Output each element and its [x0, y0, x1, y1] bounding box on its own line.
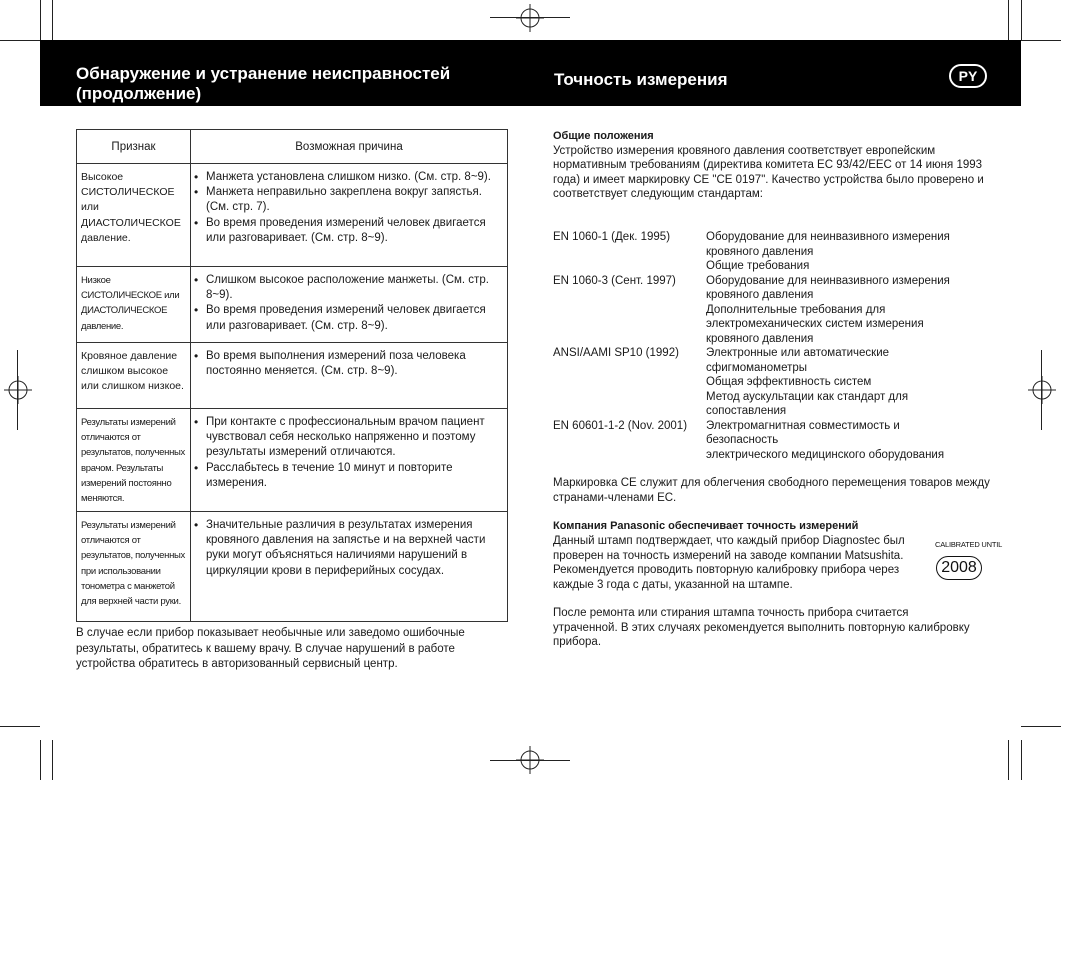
service-note: В случае если прибор показывает необычные или заведомо ошибочные результаты, обратитесь к вашему врачу. В случае нарушений в работе устройства обратитесь в авторизованный сервисный центр.: [76, 627, 465, 670]
table-row: [77, 164, 508, 267]
table-row: [77, 267, 508, 343]
crop-mark: [40, 740, 41, 780]
general-text: Устройство измерения кровяного давления соответствует европейским нормативным требованиям (директива комитета ЕС 93/42/EEC от 14 июня 1993 года) и имеет маркировку СЕ "CE 0197". Качество устройства было проверено и соответствует следующим стандартам:: [553, 144, 984, 200]
standards-list: [553, 230, 993, 462]
crop-mark: [0, 40, 40, 41]
standard-code: EN 1060-1 (Дек. 1995): [553, 231, 671, 243]
column-header-cause: Возможная причина: [191, 130, 508, 164]
cause-item: • Значительные различия в результатах измерения кровяного давления на запястье и на верхней части руки могут объясняться наличиями нарушений в циркуляции крови в периферийных сосудах.: [194, 518, 505, 579]
standard-row: [553, 346, 993, 419]
panasonic-heading: Компания Panasonic обеспечивает точность измерений: [553, 520, 859, 532]
crop-mark: [40, 0, 41, 40]
symptom-cell: Низкое СИСТОЛИЧЕСКОЕ или ДИАСТОЛИЧЕСКОЕ давление.: [81, 275, 180, 332]
stamp-caption: CALIBRATED UNTIL: [935, 540, 1003, 549]
language-badge: PY: [949, 64, 987, 88]
panasonic-section: [553, 519, 993, 534]
left-title-line2: (продолжение): [76, 84, 202, 103]
standard-code: EN 1060-3 (Сент. 1997): [553, 274, 676, 287]
troubleshooting-table: [76, 129, 508, 622]
crop-mark: [1021, 0, 1022, 40]
cause-item: • Слишком высокое расположение манжеты. (См. стр. 8~9).: [194, 273, 505, 303]
panasonic-text: Данный штамп подтверждает, что каждый прибор Diagnostec был проверен на точность измерений на заводе компании Matsushita. Рекомендуется проводить повторную калибровку прибора через каждые 3 года с даты, указанной на штампе.: [553, 535, 905, 591]
standard-description: Оборудование для неинвазивного измерения кровяного давления Общие требования: [706, 231, 950, 272]
standard-row: [553, 419, 993, 463]
crop-mark: [1008, 740, 1009, 780]
crop-mark: [1008, 0, 1009, 40]
cause-item: • Во время проведения измерений человек двигается или разговаривает. (См. стр. 8~9).: [194, 303, 505, 333]
table-row: [77, 512, 508, 622]
symptom-cell: Результаты измерений отличаются от результатов, полученных при использовании тонометра с манжетой для верхней части руки.: [81, 520, 185, 608]
cause-list: [191, 409, 507, 491]
column-header-symptom: Признак: [77, 130, 191, 164]
crop-mark: [1021, 40, 1061, 41]
general-heading: Общие положения: [553, 130, 654, 142]
registration-mark-icon: [4, 376, 32, 404]
standard-code: ANSI/AAMI SP10 (1992): [553, 347, 679, 359]
left-title-line1: Обнаружение и устранение неисправностей: [76, 64, 451, 83]
table-row: [77, 409, 508, 512]
cause-item: • Манжета установлена слишком низко. (См. стр. 8~9).: [194, 170, 505, 185]
crop-mark: [1021, 726, 1061, 727]
standard-description: Электромагнитная совместимость и безопасность электрического медицинского оборудования: [706, 419, 945, 461]
cause-item: • Во время выполнения измерений поза человека постоянно меняется. (См. стр. 8~9).: [194, 349, 505, 379]
symptom-cell: Кровяное давление слишком высокое или слишком низкое.: [81, 350, 184, 393]
right-page-title: Точность измерения: [554, 70, 728, 89]
cause-list: [191, 267, 507, 334]
symptom-cell: Результаты измерений отличаются от результатов, полученных врачом. Результаты измерений постоянно меняются.: [81, 417, 185, 505]
calibration-stamp: 2008: [936, 556, 982, 580]
cause-list: [191, 512, 507, 579]
cause-item: • Во время проведения измерений человек двигается или разговаривает. (См. стр. 8~9).: [194, 216, 505, 246]
standard-code: EN 60601-1-2 (Nov. 2001): [553, 419, 688, 432]
standard-row: [553, 230, 993, 274]
crop-mark: [1021, 740, 1022, 780]
table-row: [77, 343, 508, 409]
left-page-title: [76, 64, 526, 104]
crop-mark: [52, 0, 53, 40]
ce-text: Маркировка СЕ служит для облегчения свободного перемещения товаров между странами-членами ЕС.: [553, 477, 990, 504]
registration-line: [1041, 350, 1042, 430]
repair-text: После ремонта или стирания штампа точность прибора считается утраченной. В этих случаях рекомендуется выполнить повторную калибровку прибора.: [553, 607, 970, 648]
crop-mark: [52, 740, 53, 780]
registration-mark-icon: [516, 4, 544, 32]
cause-item: • При контакте с профессиональным врачом пациент чувствовал себя несколько напряженно и поэтому результаты измерений отличаются.: [194, 415, 505, 461]
registration-line: [490, 17, 570, 18]
registration-line: [490, 760, 570, 761]
standard-row: [553, 274, 993, 347]
cause-item: • Манжета неправильно закреплена вокруг запястья. (См. стр. 7).: [194, 185, 505, 215]
general-section: [553, 129, 993, 202]
symptom-cell: Высокое СИСТОЛИЧЕСКОЕ или ДИАСТОЛИЧЕСКОЕ давление.: [81, 171, 181, 244]
registration-line: [17, 350, 18, 430]
table-header-row: [77, 130, 508, 164]
crop-mark: [0, 726, 40, 727]
standard-description: Оборудование для неинвазивного измерения кровяного давления Дополнительные требования для электромеханических систем измерения кровяного давления: [706, 274, 950, 345]
standard-description: Электронные или автоматические сфигмоманометры Общая эффективность систем Метод аускультации как стандарт для сопоставления: [706, 347, 909, 417]
cause-list: [191, 343, 507, 379]
cause-list: [191, 164, 507, 246]
cause-item: • Расслабьтесь в течение 10 минут и повторите измерения.: [194, 461, 505, 491]
registration-mark-icon: [1028, 376, 1056, 404]
